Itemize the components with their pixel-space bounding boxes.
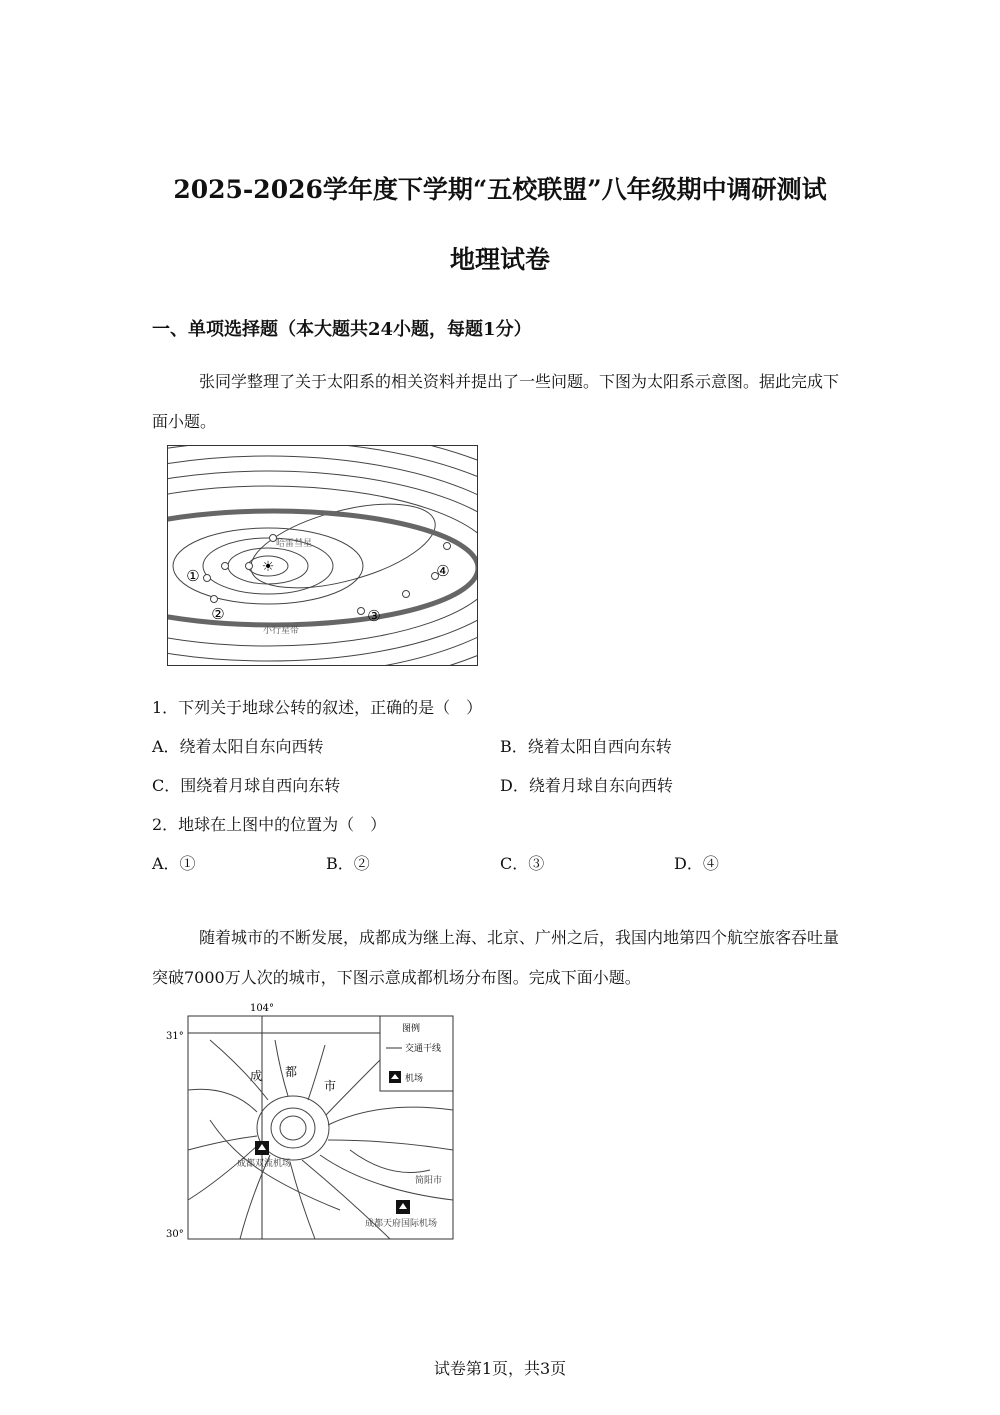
shuangliu-airport-label: 成都双流机场 xyxy=(237,1159,292,1169)
tianfu-airport-label: 成都天府国际机场 xyxy=(365,1219,438,1229)
solar-system-diagram xyxy=(168,446,477,665)
q1-option-c: C．围绕着月球自西向东转 xyxy=(152,776,341,795)
question-2: 2．地球在上图中的位置为（ ） xyxy=(152,815,387,834)
page-footer: 试卷第1页，共3页 xyxy=(433,1359,567,1378)
q1-option-a: A．绕着太阳自东向西转 xyxy=(152,737,324,756)
exam-subtitle: 地理试卷 xyxy=(449,245,550,274)
longitude-label: 104° xyxy=(249,1003,275,1014)
exam-title: 2025-2026学年度下学期“五校联盟”八年级期中调研测试 xyxy=(173,175,827,204)
section-heading: 一、单项选择题（本大题共24小题，每题1分） xyxy=(152,319,532,340)
q2-option-a: A．① xyxy=(152,854,196,873)
latitude-bottom-label: 30° xyxy=(166,1229,184,1240)
legend-airport-label: 机场 xyxy=(405,1074,424,1084)
city-char-3: 市 xyxy=(324,1079,337,1093)
city-char-2: 都 xyxy=(285,1065,298,1079)
chengdu-map-diagram xyxy=(150,1000,470,1245)
marker-3: ③ xyxy=(367,607,381,625)
passage-chengdu-airports: 随着城市的不断发展，成都成为继上海、北京、广州之后，我国内地第四个航空旅客吞吐量突破7000万人次的城市，下图示意成都机场分布图。完成下面小题。 xyxy=(152,928,840,987)
q1-option-d: D．绕着月球自东向西转 xyxy=(500,776,673,795)
jianyang-label: 简阳市 xyxy=(415,1176,443,1186)
marker-2: ② xyxy=(211,605,225,623)
question-1: 1．下列关于地球公转的叙述，正确的是（ ） xyxy=(152,698,483,717)
q2-option-d: D．④ xyxy=(674,854,719,873)
marker-4: ④ xyxy=(436,562,450,580)
city-char-1: 成 xyxy=(250,1069,263,1083)
sun-icon: ☀ xyxy=(261,559,275,575)
q2-option-b: B．② xyxy=(326,854,370,873)
solar-system-figure xyxy=(167,445,478,666)
q1-option-b: B．绕着太阳自西向东转 xyxy=(500,737,672,756)
comet-label: 哈雷彗星 xyxy=(276,539,313,549)
chengdu-airport-map xyxy=(150,1000,470,1245)
passage-solar-system: 张同学整理了关于太阳系的相关资料并提出了一些问题。下图为太阳系示意图。据此完成下面小题。 xyxy=(152,372,840,431)
legend-road-label: 交通干线 xyxy=(405,1044,442,1054)
marker-1: ① xyxy=(186,567,200,585)
latitude-top-label: 31° xyxy=(166,1031,184,1042)
legend-title: 图例 xyxy=(402,1024,421,1034)
q2-option-c: C．③ xyxy=(500,854,545,873)
asteroid-belt-label: 小行星带 xyxy=(263,626,300,636)
